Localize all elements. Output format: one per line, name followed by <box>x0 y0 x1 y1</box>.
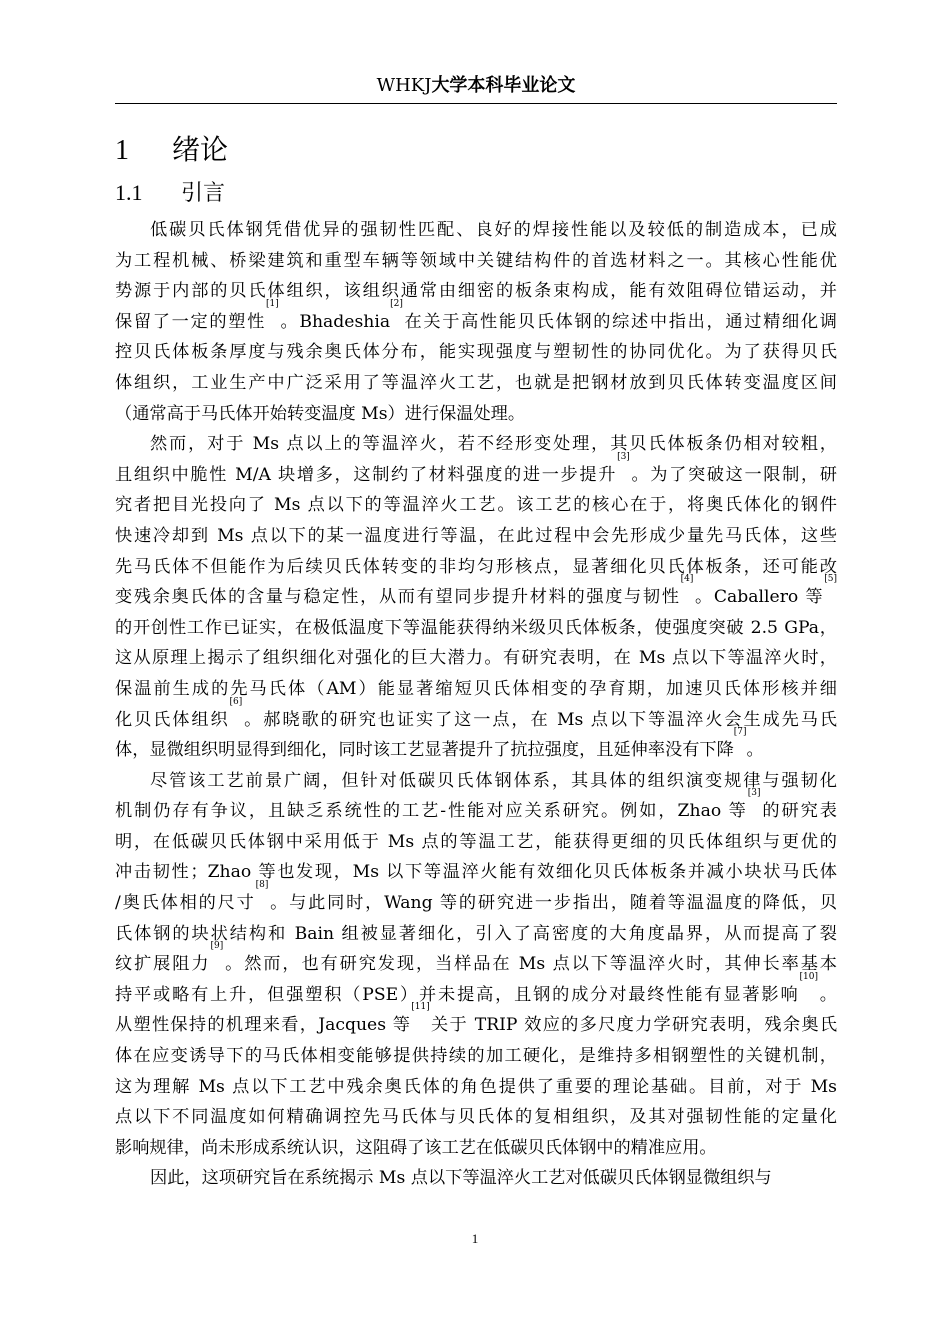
text-line <box>115 696 837 736</box>
text-run: 体组织，工业生产中广泛采用了等温淬火工艺，也就是把钢材放到贝氏体转变温度区间 <box>115 372 837 393</box>
text-run: 这从原理上揭示了组织细化对强化的巨大潜力。有研究表明，在 Ms 点以下等温淬火时， <box>115 648 837 669</box>
text-line <box>115 857 837 891</box>
text-line <box>115 1072 837 1103</box>
text-run: 。Bhadeshia <box>278 311 391 332</box>
citation-ref: [5] <box>824 574 837 585</box>
text-line <box>115 429 837 460</box>
text-run: 。与此同时，Wang 等的研究进一步指出，随着等温温度的降低，贝 <box>268 893 837 914</box>
body-text <box>115 215 837 1194</box>
page-number: 1 <box>471 1231 479 1246</box>
text-line <box>115 399 837 430</box>
citation-ref: [4] <box>680 574 694 585</box>
text-line <box>115 1002 838 1041</box>
text-run: 保留了一定的塑性 <box>115 311 267 332</box>
section-number: 1.1 <box>115 180 143 205</box>
text-line <box>115 276 837 307</box>
running-header <box>115 74 837 98</box>
citation-ref: [8] <box>255 880 269 891</box>
text-run: 且组织中脆性 M/A 块增多，这制约了材料强度的进一步提升 <box>115 464 618 485</box>
text-run: 影响规律，尚未形成系统认识，这阻碍了该工艺在低碳贝氏体钢中的精准应用。 <box>115 1137 717 1158</box>
text-line <box>115 552 837 583</box>
text-line <box>115 574 837 613</box>
section-title: 引言 <box>181 181 226 206</box>
text-run: 化贝氏体组织 <box>115 709 230 730</box>
text-line <box>115 919 837 950</box>
text-line <box>115 490 837 521</box>
text-run: 。 <box>817 984 837 1005</box>
text-run: 快速冷却到 Ms 点以下的某一温度进行等温，在此过程中会先形成少量先马氏体，这些 <box>115 525 837 546</box>
text-run: 。为了突破这一限制，研 <box>629 464 837 485</box>
text-line <box>115 643 837 674</box>
text-run: 机制仍存有争议，且缺乏系统性的工艺-性能对应关系研究。例如，Zhao 等 <box>115 801 748 822</box>
text-line <box>115 941 837 980</box>
text-line <box>115 1163 837 1194</box>
citation-ref: [10] <box>799 971 818 982</box>
text-run: 关于 TRIP 效应的多尺度力学研究表明，残余奥氏 <box>429 1015 838 1036</box>
text-line <box>115 1102 837 1133</box>
header-chinese: 大学本科毕业论文 <box>431 75 576 96</box>
text-line <box>115 368 837 399</box>
section-heading <box>115 177 225 209</box>
citation-ref: [6] <box>229 696 243 707</box>
text-run: 的研究表 <box>760 801 837 822</box>
text-run: 体在应变诱导下的马氏体相变能够提供持续的加工硬化，是维持多相钢塑性的关键机制， <box>115 1046 837 1067</box>
text-run: 。 <box>746 740 764 761</box>
text-run: 因此，这项研究旨在系统揭示 Ms 点以下等温淬火工艺对低碳贝氏体钢显微组织与 <box>150 1168 772 1189</box>
text-run: 。郝晓歌的研究也证实了这一点，在 Ms 点以下等温淬火会生成先马氏 <box>242 709 837 730</box>
citation-ref: [3] <box>747 788 761 799</box>
text-run: 纹扩展阻力 <box>115 954 211 975</box>
citation-ref: [2] <box>390 298 403 309</box>
text-run: /奥氏体相的尺寸 <box>115 893 256 914</box>
text-run: 保温前生成的先马氏体（AM）能显著缩短贝氏体相变的孕育期，加速贝氏体形核并细 <box>115 678 837 699</box>
text-line <box>115 246 837 277</box>
text-line <box>115 1133 837 1164</box>
text-line <box>115 1041 837 1072</box>
text-run: 持平或略有上升，但强塑积（PSE）并未提高，且钢的成分对最终性能有显著影响 <box>115 984 800 1005</box>
citation-ref: [11] <box>411 1002 430 1013</box>
citation-ref: [7] <box>733 727 747 738</box>
text-line <box>115 298 837 338</box>
citation-ref: [9] <box>210 941 224 952</box>
text-run: 然而，对于 Ms 点以上的等温淬火，若不经形变处理，其贝氏体板条仍相对较粗， <box>150 434 837 455</box>
text-line <box>115 613 837 644</box>
citation-ref: [3] <box>617 451 630 462</box>
text-run: 点以下不同温度如何精确调控先马氏体与贝氏体的复相组织，及其对强韧性能的定量化 <box>115 1107 837 1128</box>
text-run: 低碳贝氏体钢凭借优异的强韧性匹配、良好的焊接性能以及较低的制造成本，已成 <box>150 220 837 240</box>
text-run: 究者把目光投向了 Ms 点以下的等温淬火工艺。该工艺的核心在于，将奥氏体化的钢件 <box>115 495 837 516</box>
text-run: 明，在低碳贝氏体钢中采用低于 Ms 点的等温工艺，能获得更细的贝氏体组织与更优的 <box>115 831 837 852</box>
text-run: 先马氏体不但能作为后续贝氏体转变的非均匀形核点，显著细化贝氏体板条，还可能改 <box>115 556 837 577</box>
text-run: 的开创性工作已证实，在极低温度下等温能获得纳米级贝氏体板条，使强度突破 2.5 GPa， <box>115 617 837 638</box>
chapter-title: 绪论 <box>172 133 229 166</box>
header-latin: WHKJ <box>376 75 432 96</box>
text-line <box>115 880 837 919</box>
chapter-heading <box>115 130 228 170</box>
text-run: 尽管该工艺前景广阔，但针对低碳贝氏体钢体系，其具体的组织演变规律与强韧化 <box>150 770 837 791</box>
text-line <box>115 788 837 827</box>
text-run: 控贝氏体板条厚度与残余奥氏体分布，能实现强度与塑韧性的协同优化。为了获得贝氏 <box>115 342 837 363</box>
text-line <box>115 674 837 705</box>
text-run: 。Caballero 等 <box>693 587 825 608</box>
text-line <box>115 766 837 797</box>
header-rule <box>115 103 837 104</box>
text-run: 为工程机械、桥梁建筑和重型车辆等领域中关键结构件的首选材料之一。其核心性能优 <box>115 250 837 271</box>
text-run: 从塑性保持的机理来看，Jacques 等 <box>115 1015 412 1036</box>
text-run: 冲击韧性；Zhao 等也发现，Ms 以下等温淬火能有效细化贝氏体板条并减小块状马氏体 <box>115 862 837 883</box>
text-line <box>115 451 837 491</box>
text-line <box>115 727 837 766</box>
text-line <box>115 521 837 552</box>
text-line <box>115 215 837 246</box>
text-line <box>115 827 837 858</box>
citation-ref: [1] <box>266 298 279 309</box>
text-line <box>115 971 837 1011</box>
text-run: 势源于内部的贝氏体组织，该组织通常由细密的板条束构成，能有效阻碍位错运动，并 <box>115 281 837 302</box>
text-run: 变残余奥氏体的含量与稳定性，从而有望同步提升材料的强度与韧性 <box>115 587 681 608</box>
text-run: 。然而，也有研究发现，当样品在 Ms 点以下等温淬火时，其伸长率基本 <box>223 954 837 975</box>
text-run: （通常高于马氏体开始转变温度 Ms）进行保温处理。 <box>115 403 526 424</box>
text-run: 氏体钢的块状结构和 Bain 组被显著细化，引入了高密度的大角度晶界，从而提高了裂 <box>115 923 837 944</box>
text-run: 这为理解 Ms 点以下工艺中残余奥氏体的角色提供了重要的理论基础。目前，对于 Ms <box>115 1076 837 1097</box>
text-run: 在关于高性能贝氏体钢的综述中指出，通过精细化调 <box>402 311 837 332</box>
text-line <box>115 337 837 368</box>
chapter-number: 1 <box>115 135 129 166</box>
text-run: 体，显微组织明显得到细化，同时该工艺显著提升了抗拉强度，且延伸率没有下降 <box>115 740 734 761</box>
